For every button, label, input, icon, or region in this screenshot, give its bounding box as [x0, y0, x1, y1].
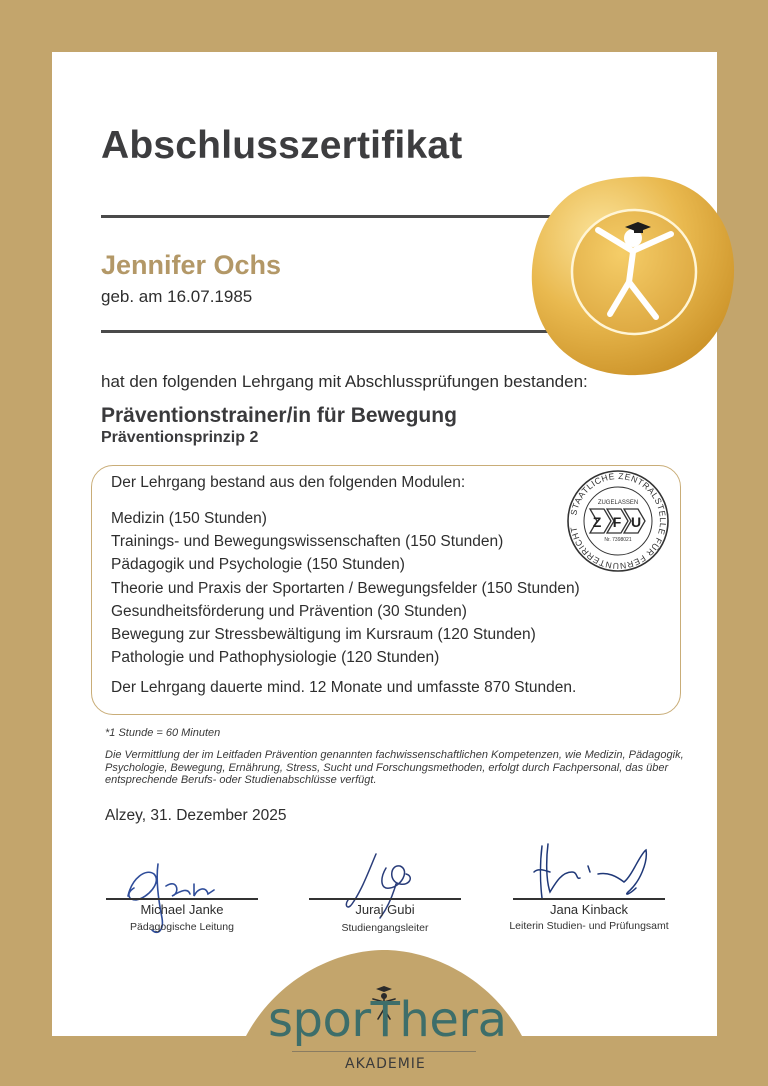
divider-bottom — [101, 330, 571, 333]
logo-brand: sporThera — [268, 992, 507, 1048]
course-subtitle: Präventionsprinzip 2 — [101, 429, 259, 446]
signature-line-2 — [309, 898, 461, 900]
signature-line-1 — [106, 898, 258, 900]
logo-divider — [292, 1051, 476, 1052]
intro-text: hat den folgenden Lehrgang mit Abschlussprüfungen bestanden: — [101, 372, 588, 391]
modules-heading: Der Lehrgang bestand aus den folgenden Modulen: — [111, 474, 466, 491]
recipient-name: Jennifer Ochs — [101, 250, 282, 280]
signer-name-3: Jana Kinback — [549, 902, 629, 917]
module-item: Trainings- und Bewegungswissenschaften (150 Stunden) — [111, 533, 504, 551]
module-item: Medizin (150 Stunden) — [111, 510, 267, 527]
signer-name-2: Juraj Gubi — [355, 902, 415, 917]
birth-date: geb. am 16.07.1985 — [101, 287, 253, 306]
gold-wax-seal — [528, 172, 738, 377]
hours-footnote: *1 Stunde = 60 Minuten — [105, 727, 221, 739]
signature-line-3 — [513, 898, 665, 900]
signer-role-3: Leiterin Studien- und Prüfungsamt — [509, 920, 669, 932]
module-item: Theorie und Praxis der Sportarten / Bewegungsfelder (150 Stunden) — [111, 579, 580, 597]
zfu-label: ZUGELASSEN — [597, 500, 639, 506]
module-item: Pathologie und Pathophysiologie (120 Stunden) — [111, 649, 440, 667]
zfu-arc-text: STAATLICHE ZENTRALSTELLE FÜR FERNUNTERRICHT — [568, 470, 669, 572]
course-title: Präventionstrainer/in für Bewegung — [101, 404, 457, 427]
module-item: Pädagogik und Psychologie (150 Stunden) — [111, 556, 405, 574]
place-date: Alzey, 31. Dezember 2025 — [105, 807, 287, 824]
divider-top — [101, 215, 571, 218]
module-item: Gesundheitsförderung und Prävention (30 Stunden) — [111, 602, 467, 620]
disclaimer-text: Die Vermittlung der im Leitfaden Prävention genannten fachwissenschaftlichen Kompetenzen, wie Medizin, Pädagogik, Psychologie, Bewegung, Ernährung, Stress, Sucht und Forschungsmethoden, erfolgt durch Fachpersonal, das über entsprechende Berufs- oder Studienabschlüsse verfügt. — [105, 749, 684, 786]
signer-role-1: Pädagogische Leitung — [130, 921, 234, 933]
zfu-stamp — [565, 468, 671, 574]
logo-subtitle: AKADEMIE — [345, 1056, 426, 1072]
module-item: Bewegung zur Stressbewältigung im Kursraum (120 Stunden) — [111, 625, 536, 643]
modules-list — [111, 507, 580, 669]
signer-name-1: Michael Janke — [140, 902, 224, 917]
zfu-letter-f: F — [612, 514, 622, 530]
certificate-title: Abschlusszertifikat — [101, 124, 463, 167]
zfu-letter-z: Z — [592, 514, 602, 530]
signer-role-2: Studiengangsleiter — [341, 922, 429, 934]
zfu-letter-u: U — [630, 514, 642, 530]
signature-kinback — [528, 842, 658, 902]
modules-total: Der Lehrgang dauerte mind. 12 Monate und umfasste 870 Stunden. — [111, 679, 577, 696]
zfu-number: Nr. 7398021 — [604, 537, 632, 543]
